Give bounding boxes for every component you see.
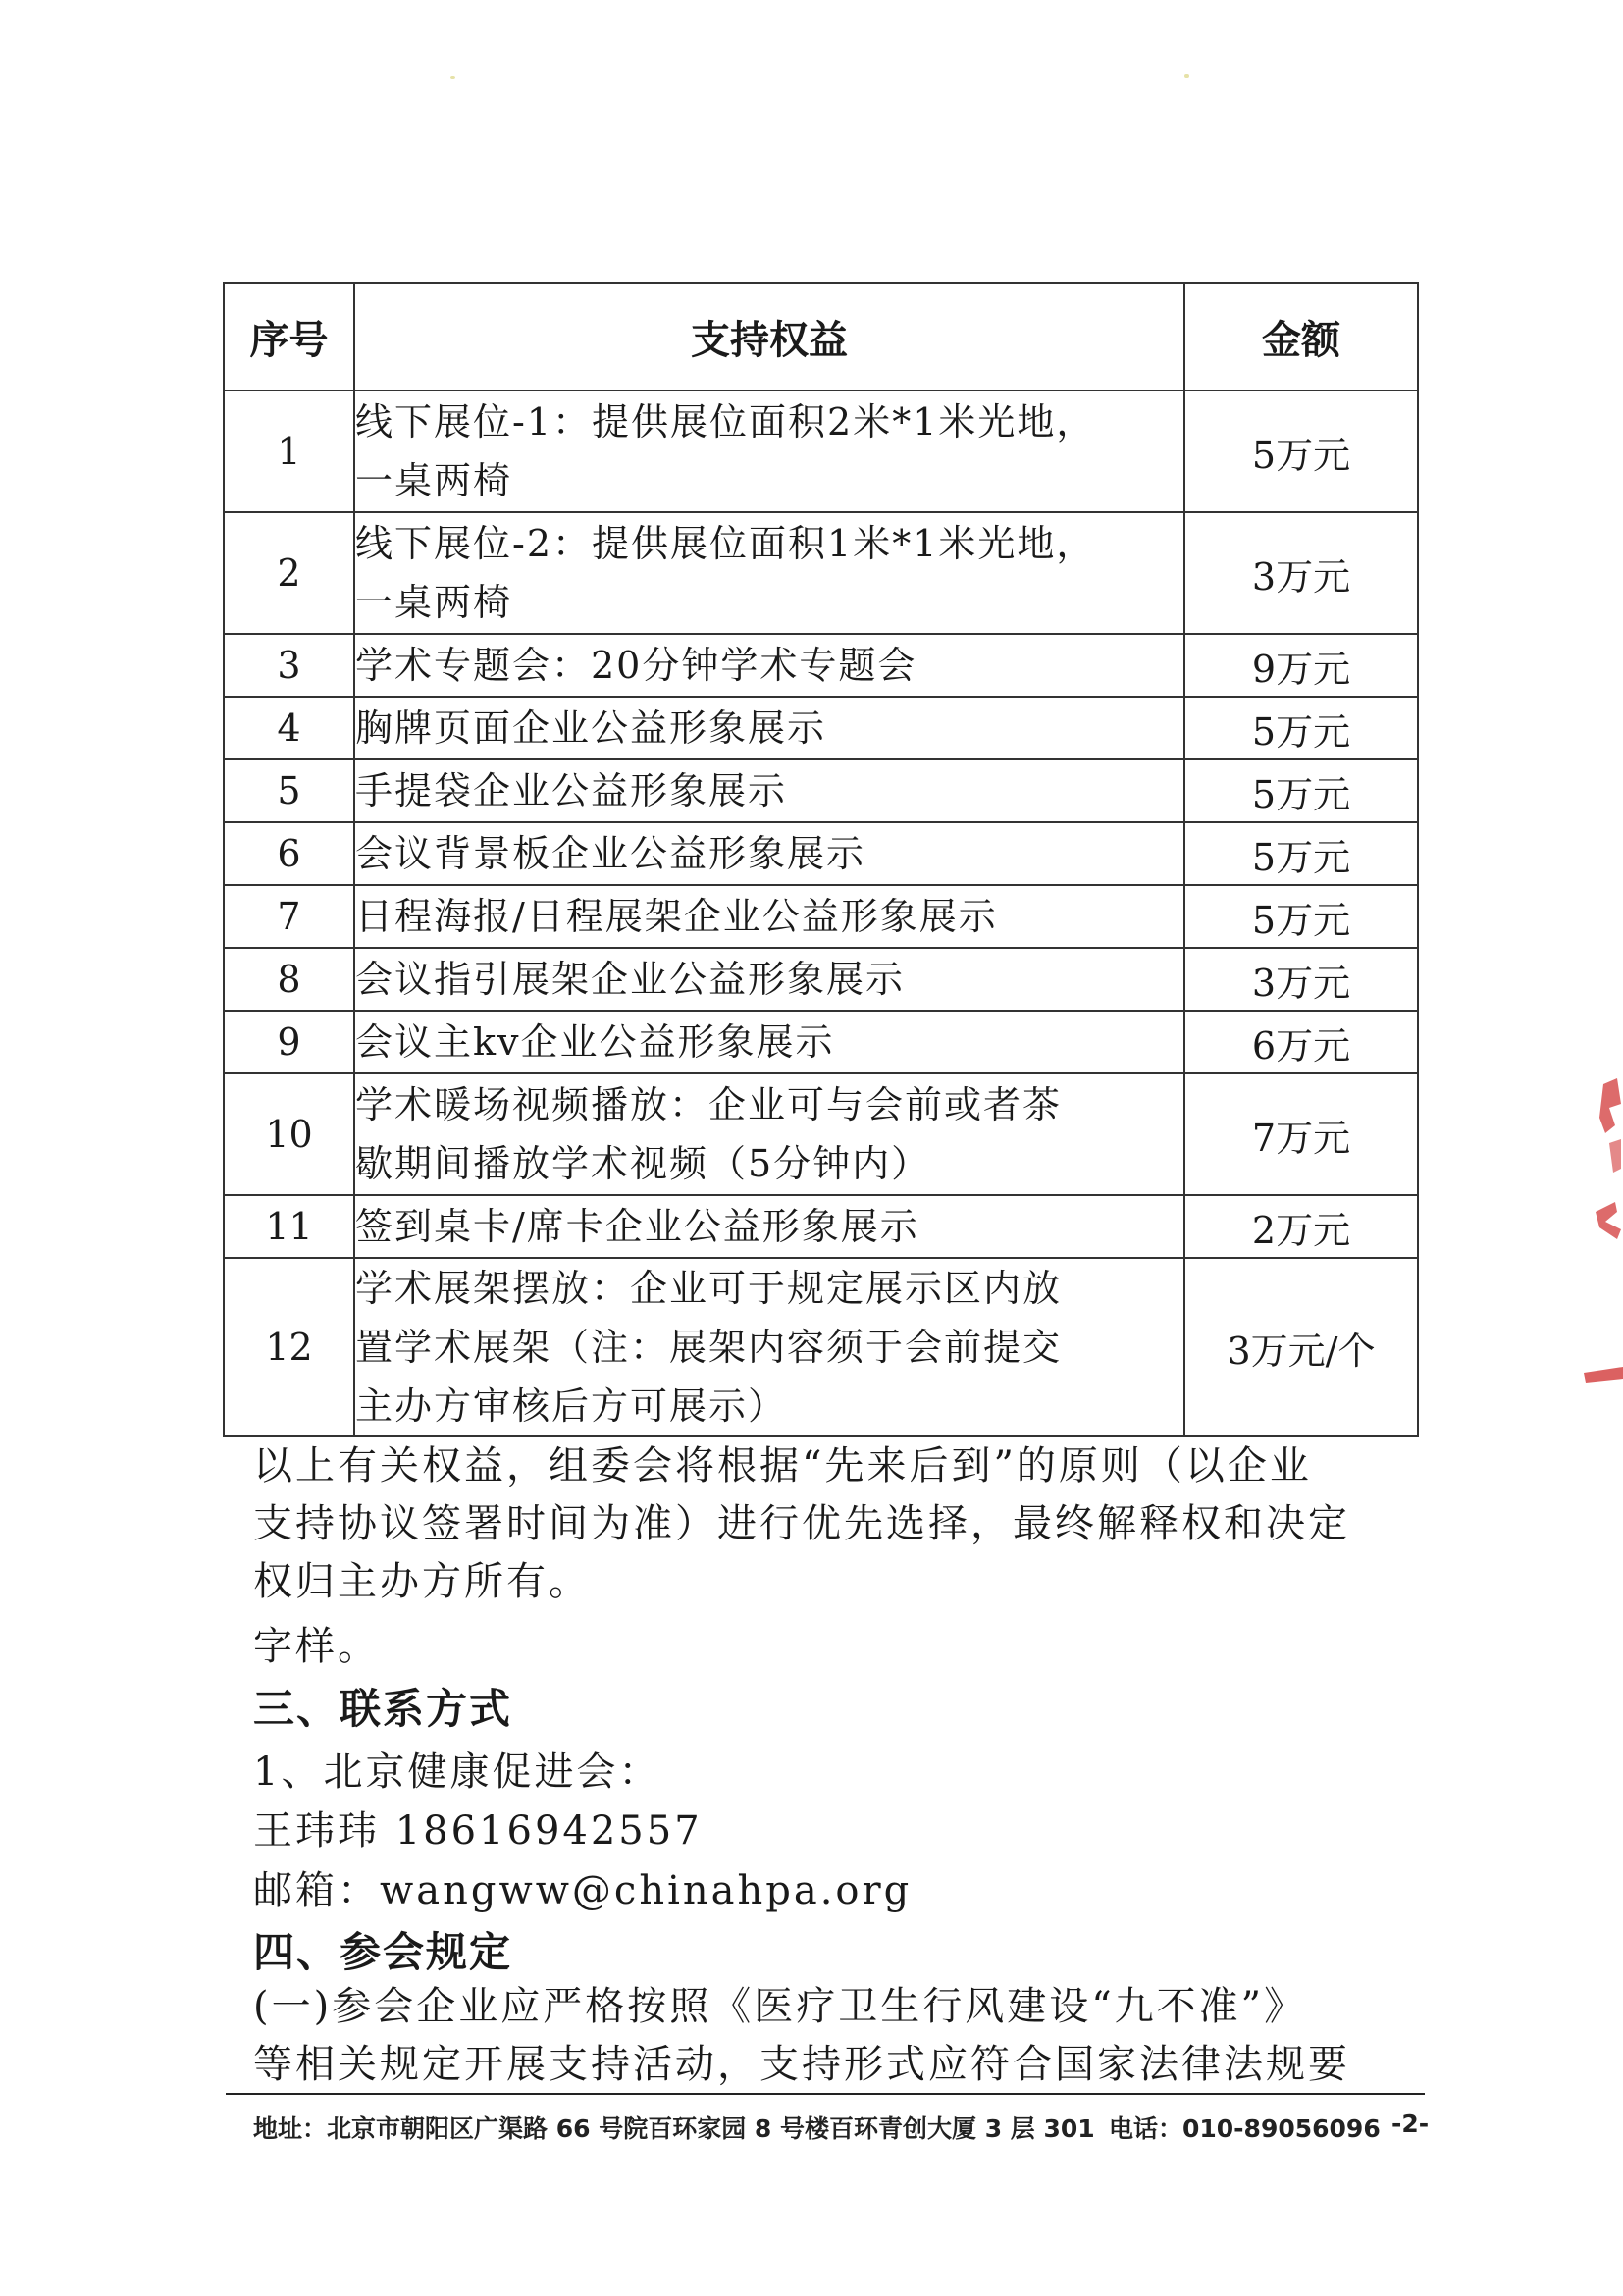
row-amount: 3万元 <box>1184 948 1418 1011</box>
contact-email: 邮箱：wangww@chinahpa.org <box>253 1868 913 1913</box>
row-amount: 6万元 <box>1184 1011 1418 1073</box>
footer-divider <box>226 2093 1425 2095</box>
section-contact-title: 三、联系方式 <box>253 1685 513 1733</box>
row-number: 8 <box>224 948 354 1011</box>
row-benefit <box>354 697 1184 759</box>
row-benefit <box>354 885 1184 948</box>
row-amount: 5万元 <box>1184 697 1418 759</box>
row-amount: 3万元/个 <box>1184 1258 1418 1436</box>
table-row <box>224 1195 1418 1258</box>
header-benefit: 支持权益 <box>354 283 1184 391</box>
footer-phone: 电话：010-89056096 <box>1109 2114 1381 2143</box>
row-number: 9 <box>224 1011 354 1073</box>
benefit-line: 学术展架摆放：企业可于规定展示区内放 <box>355 1267 1063 1310</box>
table-row <box>224 1258 1418 1436</box>
rules-paragraph <box>253 1978 1411 2094</box>
benefits-note <box>253 1437 1411 1611</box>
table-row <box>224 1073 1418 1195</box>
row-amount: 3万元 <box>1184 512 1418 634</box>
table-row <box>224 885 1418 948</box>
benefit-line: 一桌两椅 <box>355 581 513 624</box>
benefit-line: 手提袋企业公益形象展示 <box>355 769 788 812</box>
table-row <box>224 697 1418 759</box>
row-benefit <box>354 1195 1184 1258</box>
benefit-line: 一桌两椅 <box>355 459 513 502</box>
row-amount: 5万元 <box>1184 822 1418 885</box>
benefit-line: 日程海报/日程展架企业公益形象展示 <box>355 895 998 938</box>
benefit-line: 学术暖场视频播放：企业可与会前或者茶 <box>355 1083 1063 1126</box>
header-index: 序号 <box>224 283 354 391</box>
row-amount: 2万元 <box>1184 1195 1418 1258</box>
benefit-line: 会议指引展架企业公益形象展示 <box>355 958 906 1001</box>
row-number: 4 <box>224 697 354 759</box>
table-row <box>224 634 1418 697</box>
header-amount: 金额 <box>1184 283 1418 391</box>
row-number: 2 <box>224 512 354 634</box>
footer-page-number: -2- <box>1391 2110 1430 2138</box>
table-row <box>224 391 1418 512</box>
table-row <box>224 822 1418 885</box>
section-rules-title: 四、参会规定 <box>253 1928 513 1976</box>
benefits-table <box>223 282 1419 1437</box>
row-benefit <box>354 759 1184 822</box>
note-line: 支持协议签署时间为准）进行优先选择，最终解释权和决定 <box>253 1501 1350 1546</box>
footer-address: 地址：北京市朝阳区广渠路 66 号院百环家园 8 号楼百环青创大厦 3 层 301 <box>253 2114 1095 2143</box>
row-amount: 9万元 <box>1184 634 1418 697</box>
row-amount: 7万元 <box>1184 1073 1418 1195</box>
contact-organization: 1、北京健康促进会： <box>253 1749 661 1795</box>
row-amount: 5万元 <box>1184 885 1418 948</box>
note-line: 权归主办方所有。 <box>253 1559 591 1604</box>
scan-speck <box>450 76 455 79</box>
row-number: 12 <box>224 1258 354 1436</box>
row-number: 11 <box>224 1195 354 1258</box>
table-row <box>224 948 1418 1011</box>
seal-stamp-fragment <box>1566 1074 1623 1398</box>
table-row <box>224 1011 1418 1073</box>
benefit-line: 主办方审核后方可展示） <box>355 1384 788 1428</box>
row-number: 10 <box>224 1073 354 1195</box>
benefit-line: 胸牌页面企业公益形象展示 <box>355 706 827 750</box>
benefit-line: 歇期间播放学术视频（5分钟内） <box>355 1142 931 1185</box>
row-benefit <box>354 822 1184 885</box>
row-number: 6 <box>224 822 354 885</box>
benefit-line: 置学术展架（注：展架内容须于会前提交 <box>355 1326 1063 1369</box>
benefit-line: 会议背景板企业公益形象展示 <box>355 832 866 875</box>
benefit-line: 签到桌卡/席卡企业公益形象展示 <box>355 1205 919 1248</box>
row-benefit <box>354 391 1184 512</box>
benefit-line: 线下展位-1：提供展位面积2米*1米光地， <box>355 400 1096 444</box>
row-benefit <box>354 1073 1184 1195</box>
note-line: 以上有关权益，组委会将根据“先来后到”的原则（以企业 <box>253 1443 1312 1488</box>
note-tail: 字样。 <box>253 1624 380 1669</box>
contact-person: 王玮玮 18616942557 <box>253 1808 703 1853</box>
rule-line: (一)参会企业应严格按照《医疗卫生行风建设“九不准”》 <box>253 1984 1307 2029</box>
benefit-line: 线下展位-2：提供展位面积1米*1米光地， <box>355 522 1096 565</box>
row-number: 7 <box>224 885 354 948</box>
row-benefit <box>354 512 1184 634</box>
scan-speck <box>1184 74 1189 78</box>
rule-line: 等相关规定开展支持活动，支持形式应符合国家法律法规要 <box>253 2042 1350 2087</box>
row-benefit <box>354 948 1184 1011</box>
benefit-line: 会议主kv企业公益形象展示 <box>355 1020 835 1064</box>
benefit-line: 学术专题会：20分钟学术专题会 <box>355 644 917 687</box>
row-number: 1 <box>224 391 354 512</box>
row-number: 5 <box>224 759 354 822</box>
row-amount: 5万元 <box>1184 759 1418 822</box>
row-benefit <box>354 1258 1184 1436</box>
row-benefit <box>354 634 1184 697</box>
table-row <box>224 759 1418 822</box>
row-number: 3 <box>224 634 354 697</box>
table-header-row <box>224 283 1418 391</box>
row-benefit <box>354 1011 1184 1073</box>
row-amount: 5万元 <box>1184 391 1418 512</box>
table-row <box>224 512 1418 634</box>
